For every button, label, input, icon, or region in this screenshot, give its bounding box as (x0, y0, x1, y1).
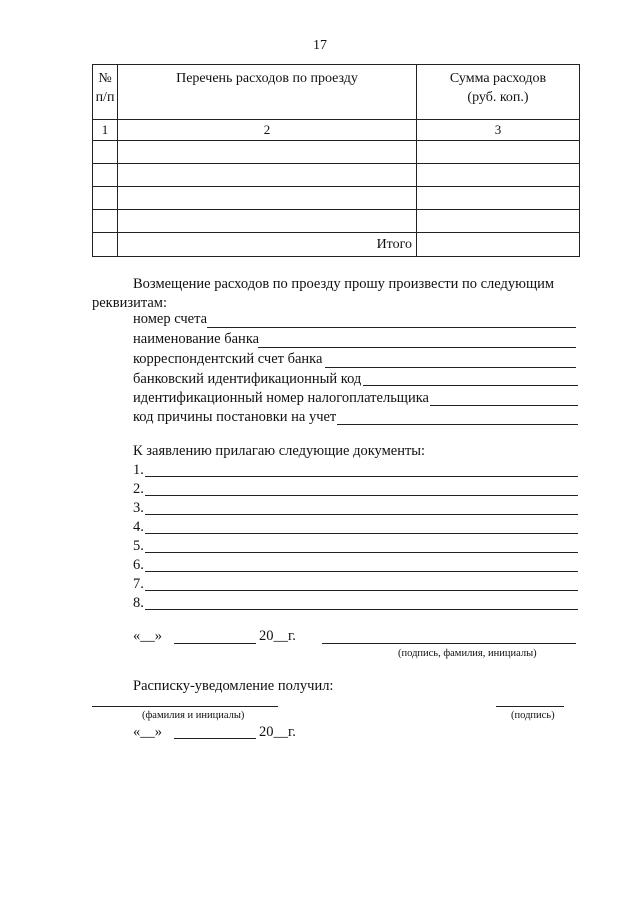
attachment-number: 1. (133, 462, 144, 478)
table-cell[interactable] (93, 141, 118, 164)
attachment-line[interactable] (145, 552, 578, 553)
kpp-field[interactable] (337, 424, 578, 425)
table-row (93, 164, 580, 187)
table-cell[interactable] (417, 187, 580, 210)
corr-account-field[interactable] (325, 367, 576, 368)
reimbursement-intro-continued: реквизитам: (92, 295, 167, 311)
page-number: 17 (313, 38, 327, 53)
attachment-number: 2. (133, 481, 144, 497)
table-cell[interactable] (417, 164, 580, 187)
header-number-line2: п/п (95, 90, 115, 105)
attachment-line[interactable] (145, 476, 578, 477)
attachment-number: 7. (133, 576, 144, 592)
attachment-number: 3. (133, 500, 144, 516)
bik-field[interactable] (363, 385, 578, 386)
bank-name-field[interactable] (258, 347, 576, 348)
account-number-field[interactable] (207, 327, 576, 328)
header-sum-line1: Сумма расходов (449, 71, 547, 86)
column-number: 2 (118, 120, 417, 141)
receipt-date-day: «__» (133, 724, 162, 740)
attachment-number: 6. (133, 557, 144, 573)
inn-field[interactable] (430, 405, 578, 406)
receipt-date-year: 20__г. (259, 724, 296, 740)
attachment-number: 5. (133, 538, 144, 554)
signature-field[interactable] (322, 643, 576, 644)
attachment-number: 8. (133, 595, 144, 611)
table-cell (93, 233, 118, 257)
column-number: 3 (417, 120, 580, 141)
table-row (93, 141, 580, 164)
table-cell[interactable] (93, 187, 118, 210)
table-cell[interactable] (118, 141, 417, 164)
field-label-bik: банковский идентификационный код (133, 371, 362, 387)
attachment-line[interactable] (145, 609, 578, 610)
field-label-bank: наименование банка (133, 331, 260, 347)
attachment-line[interactable] (145, 495, 578, 496)
table-row (93, 187, 580, 210)
total-sum-cell[interactable] (417, 233, 580, 257)
column-number-row (93, 120, 580, 141)
attachments-heading: К заявлению прилагаю следующие документы: (133, 443, 426, 459)
date-month-field[interactable] (174, 643, 256, 644)
receipt-date-month-field[interactable] (174, 738, 256, 739)
receipt-sign-caption: (подпись) (511, 710, 555, 721)
table-cell[interactable] (417, 210, 580, 233)
table-cell[interactable] (417, 141, 580, 164)
attachment-number: 4. (133, 519, 144, 535)
attachment-line[interactable] (145, 533, 578, 534)
date-year: 20__г. (259, 628, 296, 644)
receipt-sign-field[interactable] (496, 706, 564, 707)
column-number: 1 (93, 120, 118, 141)
header-number-line1: № (98, 71, 112, 86)
receipt-label: Расписку-уведомление получил: (133, 678, 334, 694)
table-cell[interactable] (118, 187, 417, 210)
expenses-table (92, 64, 580, 257)
header-number (93, 65, 118, 120)
header-expense-list: Перечень расходов по проезду (118, 65, 417, 120)
attachment-line[interactable] (145, 590, 578, 591)
date-day: «__» (133, 628, 162, 644)
signature-caption: (подпись, фамилия, инициалы) (398, 648, 537, 659)
field-label-kpp: код причины постановки на учет (133, 409, 337, 425)
reimbursement-intro: Возмещение расходов по проезду прошу произвести по следующим (133, 276, 555, 292)
header-sum (417, 65, 580, 120)
total-label: Итого (118, 233, 417, 257)
header-sum-line2: (руб. коп.) (467, 90, 529, 105)
attachment-line[interactable] (145, 571, 578, 572)
table-cell[interactable] (93, 210, 118, 233)
table-row (93, 210, 580, 233)
table-cell[interactable] (118, 210, 417, 233)
receipt-name-field[interactable] (92, 706, 278, 707)
table-cell[interactable] (118, 164, 417, 187)
field-label-corr-account: корреспондентский счет банка (133, 351, 323, 367)
total-row (93, 233, 580, 257)
table-cell[interactable] (93, 164, 118, 187)
field-label-account: номер счета (133, 311, 208, 327)
table-header-row (93, 65, 580, 120)
attachment-line[interactable] (145, 514, 578, 515)
receipt-name-caption: (фамилия и инициалы) (142, 710, 245, 721)
field-label-inn: идентификационный номер налогоплательщика (133, 390, 429, 406)
